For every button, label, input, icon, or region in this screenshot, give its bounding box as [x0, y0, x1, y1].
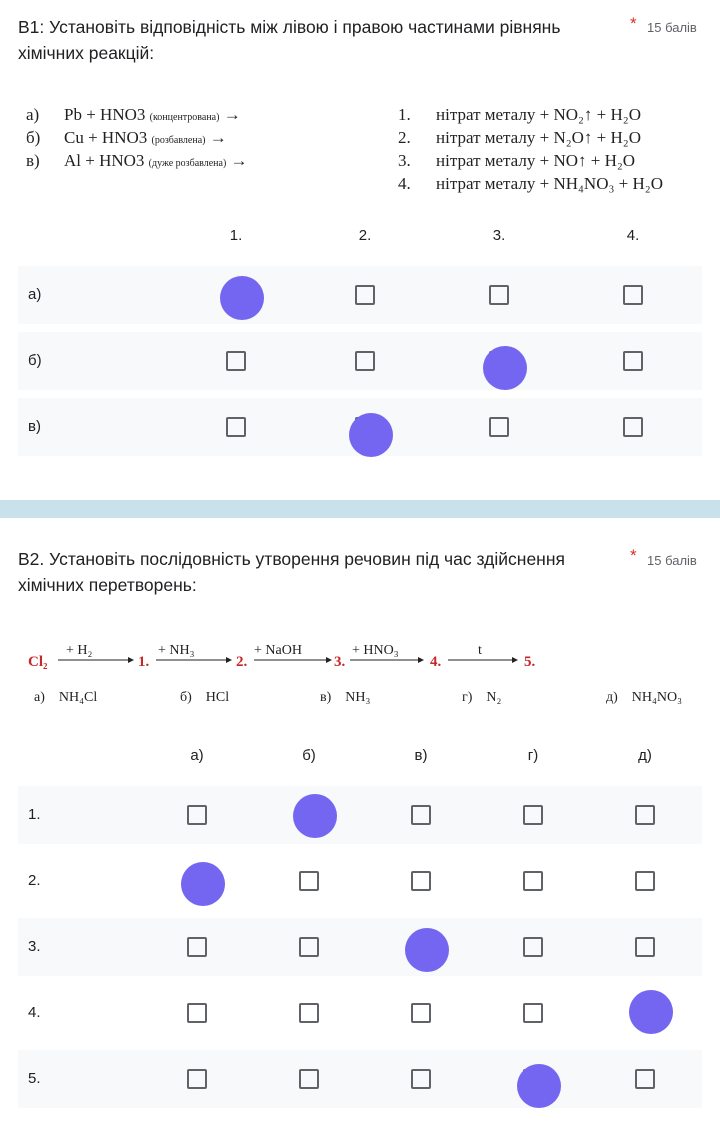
grid-checkbox[interactable]	[489, 417, 509, 437]
grid-checkbox[interactable]	[635, 1069, 655, 1089]
row-label: а)	[28, 286, 42, 303]
chain-start: Cl₂	[28, 654, 48, 670]
points-label: 15 балів	[647, 20, 697, 35]
reaction-b: б) Cu + HNO3 (розбавлена) →	[26, 128, 227, 147]
column-header: б)	[302, 747, 316, 764]
question-card-b2	[0, 518, 720, 1138]
svg-text:4.: 4.	[430, 654, 442, 670]
grid-checkbox[interactable]	[355, 351, 375, 371]
option-d: г) N₂	[462, 690, 502, 705]
product-1: 1. нітрат металу + NO₂↑ + H₂O	[398, 105, 641, 124]
column-header: 1.	[229, 227, 243, 244]
grid-row	[18, 1050, 702, 1108]
grid-checkbox[interactable]	[226, 351, 246, 371]
product-4: 4. нітрат металу + NH₄NO₃ + H₂O	[398, 174, 663, 193]
chain-step-5	[448, 643, 536, 670]
svg-text:t: t	[478, 643, 482, 658]
grid-row	[18, 266, 702, 324]
svg-text:+ H₂: + H₂	[66, 643, 93, 658]
grid-checkbox[interactable]	[299, 937, 319, 957]
row-label: 3.	[28, 938, 41, 955]
column-header: 2.	[358, 227, 372, 244]
column-header: 4.	[626, 227, 640, 244]
grid-checkbox[interactable]	[623, 285, 643, 305]
chain-step-2	[156, 643, 248, 670]
product-2: 2. нітрат металу + N₂O↑ + H₂O	[398, 128, 641, 147]
svg-text:3.: 3.	[334, 654, 346, 670]
selection-mark	[629, 990, 673, 1034]
grid-checkbox[interactable]	[523, 871, 543, 891]
grid-row	[18, 918, 702, 976]
column-header: а)	[190, 747, 204, 764]
row-label: 1.	[28, 806, 41, 823]
option-c: в) NH₃	[320, 690, 371, 705]
grid-checkbox[interactable]	[411, 1003, 431, 1023]
option-b: б) HCl	[180, 690, 230, 705]
svg-text:+ HNO₃: + HNO₃	[352, 643, 399, 658]
grid-checkbox[interactable]	[411, 805, 431, 825]
section-separator	[0, 500, 720, 518]
grid-checkbox[interactable]	[635, 937, 655, 957]
row-label: б)	[28, 352, 42, 369]
row-label: 5.	[28, 1070, 41, 1087]
reaction-c: в) Al + HNO3 (дуже розбавлена) →	[26, 151, 248, 170]
svg-text:1.: 1.	[138, 654, 150, 670]
column-header: 3.	[492, 227, 506, 244]
grid-checkbox[interactable]	[355, 285, 375, 305]
option-e: д) NH₄NO₃	[606, 690, 682, 705]
points-label: 15 балів	[647, 553, 697, 568]
row-label: 2.	[28, 872, 41, 889]
svg-text:+ NH₃: + NH₃	[158, 643, 195, 658]
grid-checkbox[interactable]	[635, 871, 655, 891]
product-3: 3. нітрат металу + NO↑ + H₂O	[398, 151, 636, 170]
grid-checkbox[interactable]	[523, 1003, 543, 1023]
selection-mark	[220, 276, 264, 320]
grid-checkbox[interactable]	[187, 1003, 207, 1023]
question-title: В2. Установіть послідовність утворення речовин під час здійснення хімічних перетворень:	[18, 549, 565, 595]
selection-mark	[517, 1064, 561, 1108]
chain-step-4	[350, 643, 442, 670]
grid-checkbox[interactable]	[523, 937, 543, 957]
required-mark: *	[630, 14, 637, 33]
svg-text:5.: 5.	[524, 654, 536, 670]
column-header: г)	[527, 747, 539, 764]
chain-step-3	[254, 643, 346, 670]
question-title: В1: Установіть відповідність між лівою і правою частинами рівнянь хімічних реакцій:	[18, 17, 561, 63]
row-label: в)	[28, 418, 41, 435]
grid-checkbox[interactable]	[187, 937, 207, 957]
grid-checkbox[interactable]	[226, 417, 246, 437]
grid-checkbox[interactable]	[187, 1069, 207, 1089]
grid-checkbox[interactable]	[187, 805, 207, 825]
svg-text:+ NaOH: + NaOH	[254, 643, 302, 658]
grid-checkbox[interactable]	[489, 285, 509, 305]
grid-checkbox[interactable]	[635, 805, 655, 825]
grid-checkbox[interactable]	[299, 1003, 319, 1023]
transformation-chain	[28, 638, 708, 678]
column-header: в)	[414, 747, 428, 764]
row-label: 4.	[28, 1004, 41, 1021]
reaction-a: а) Pb + HNO3 (концентрована) →	[26, 105, 241, 124]
grid-row	[18, 852, 702, 910]
grid-checkbox[interactable]	[523, 805, 543, 825]
selection-mark	[181, 862, 225, 906]
svg-text:2.: 2.	[236, 654, 248, 670]
grid-row	[18, 332, 702, 390]
grid-checkbox[interactable]	[299, 1069, 319, 1089]
selection-mark	[349, 413, 393, 457]
column-header: д)	[638, 747, 652, 764]
grid-checkbox[interactable]	[299, 871, 319, 891]
chain-step-1	[58, 643, 150, 670]
required-mark: *	[630, 546, 637, 565]
grid-checkbox[interactable]	[411, 871, 431, 891]
selection-mark	[483, 346, 527, 390]
option-a: а) NH₄Cl	[34, 690, 98, 705]
question-card-b1	[0, 0, 720, 500]
grid-checkbox[interactable]	[411, 1069, 431, 1089]
grid-checkbox[interactable]	[623, 351, 643, 371]
selection-mark	[405, 928, 449, 972]
selection-mark	[293, 794, 337, 838]
grid-checkbox[interactable]	[623, 417, 643, 437]
grid-row	[18, 786, 702, 844]
grid-row	[18, 984, 702, 1042]
